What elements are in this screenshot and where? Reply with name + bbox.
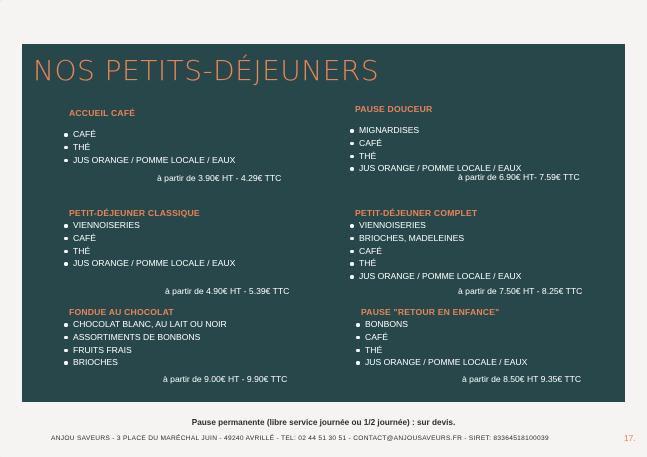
list-item: JUS ORANGE / POMME LOCALE / EAUX	[347, 270, 521, 283]
list-item: THÉ	[347, 150, 521, 163]
section-pause-douceur	[355, 104, 521, 175]
list-item: THÉ	[61, 245, 235, 258]
section-heading: PETIT-DÉJEUNER CLASSIQUE	[69, 208, 200, 218]
item-list	[353, 318, 527, 369]
item-list	[61, 128, 235, 166]
price-petit-dejeuner-complet: à partir de 7.50€ HT - 8.25€ TTC	[458, 286, 583, 296]
page-title: NOS PETITS-DÉJEUNERS	[33, 54, 380, 87]
list-item: THÉ	[61, 141, 235, 154]
list-item: BRIOCHES	[61, 356, 227, 369]
list-item: CAFÉ	[61, 232, 235, 245]
list-item: THÉ	[347, 257, 521, 270]
section-accueil-cafe	[69, 108, 235, 166]
list-item: JUS ORANGE / POMME LOCALE / EAUX	[61, 257, 235, 270]
list-item: JUS ORANGE / POMME LOCALE / EAUX	[61, 154, 235, 167]
list-item: BONBONS	[353, 318, 527, 331]
section-heading: FONDUE AU CHOCOLAT	[69, 307, 174, 317]
section-fondue-chocolat	[69, 307, 227, 369]
list-item: VIENNOISERIES	[61, 219, 235, 232]
list-item: MIGNARDISES	[347, 124, 521, 137]
list-item: THÉ	[353, 344, 527, 357]
footer-address: ANJOU SAVEURS - 3 PLACE DU MARÉCHAL JUIN - 49240 AVRILLÉ - TEL: 02 44 51 30 51 - CONTACT@ANJOUSAVEURS.FR - SIRET: 83364518100039	[51, 435, 549, 442]
item-list	[61, 318, 227, 369]
list-item: CAFÉ	[61, 128, 235, 141]
price-pause-retour-enfance: à partir de 8.50€ HT 9.35€ TTC	[462, 374, 582, 384]
list-item: CAFÉ	[353, 331, 527, 344]
price-petit-dejeuner-classique: à partir de 4.90€ HT - 5.39€ TTC	[165, 286, 290, 296]
section-heading: PAUSE "RETOUR EN ENFANCE"	[361, 307, 500, 317]
price-pause-douceur: à partir de 6.90€ HT- 7.59€ TTC	[458, 172, 580, 182]
list-item: JUS ORANGE / POMME LOCALE / EAUX	[353, 356, 527, 369]
footer-note: Pause permanente (libre service journée ou 1/2 journée) : sur devis.	[191, 418, 456, 427]
list-item: VIENNOISERIES	[347, 219, 521, 232]
price-fondue-chocolat: à partir de 9.00€ HT - 9.90€ TTC	[163, 374, 288, 384]
section-heading: PAUSE DOUCEUR	[355, 104, 433, 114]
section-heading: ACCUEIL CAFÉ	[69, 108, 136, 118]
list-item: BRIOCHES, MADELEINES	[347, 232, 521, 245]
page-number: 17.	[624, 433, 636, 443]
section-petit-dejeuner-classique	[69, 208, 235, 270]
item-list	[347, 219, 521, 283]
list-item: JUS ORANGE / POMME LOCALE / EAUX	[347, 162, 521, 175]
item-list	[347, 124, 521, 175]
list-item: CAFÉ	[347, 245, 521, 258]
list-item: ASSORTIMENTS DE BONBONS	[61, 331, 227, 344]
section-pause-retour-enfance	[361, 307, 527, 369]
list-item: CAFÉ	[347, 137, 521, 150]
section-heading: PETIT-DÉJEUNER COMPLET	[355, 208, 478, 218]
price-accueil-cafe: à partir de 3.90€ HT - 4.29€ TTC	[157, 173, 282, 183]
list-item: CHOCOLAT BLANC, AU LAIT OU NOIR	[61, 318, 227, 331]
section-petit-dejeuner-complet	[355, 208, 521, 283]
item-list	[61, 219, 235, 270]
list-item: FRUITS FRAIS	[61, 344, 227, 357]
